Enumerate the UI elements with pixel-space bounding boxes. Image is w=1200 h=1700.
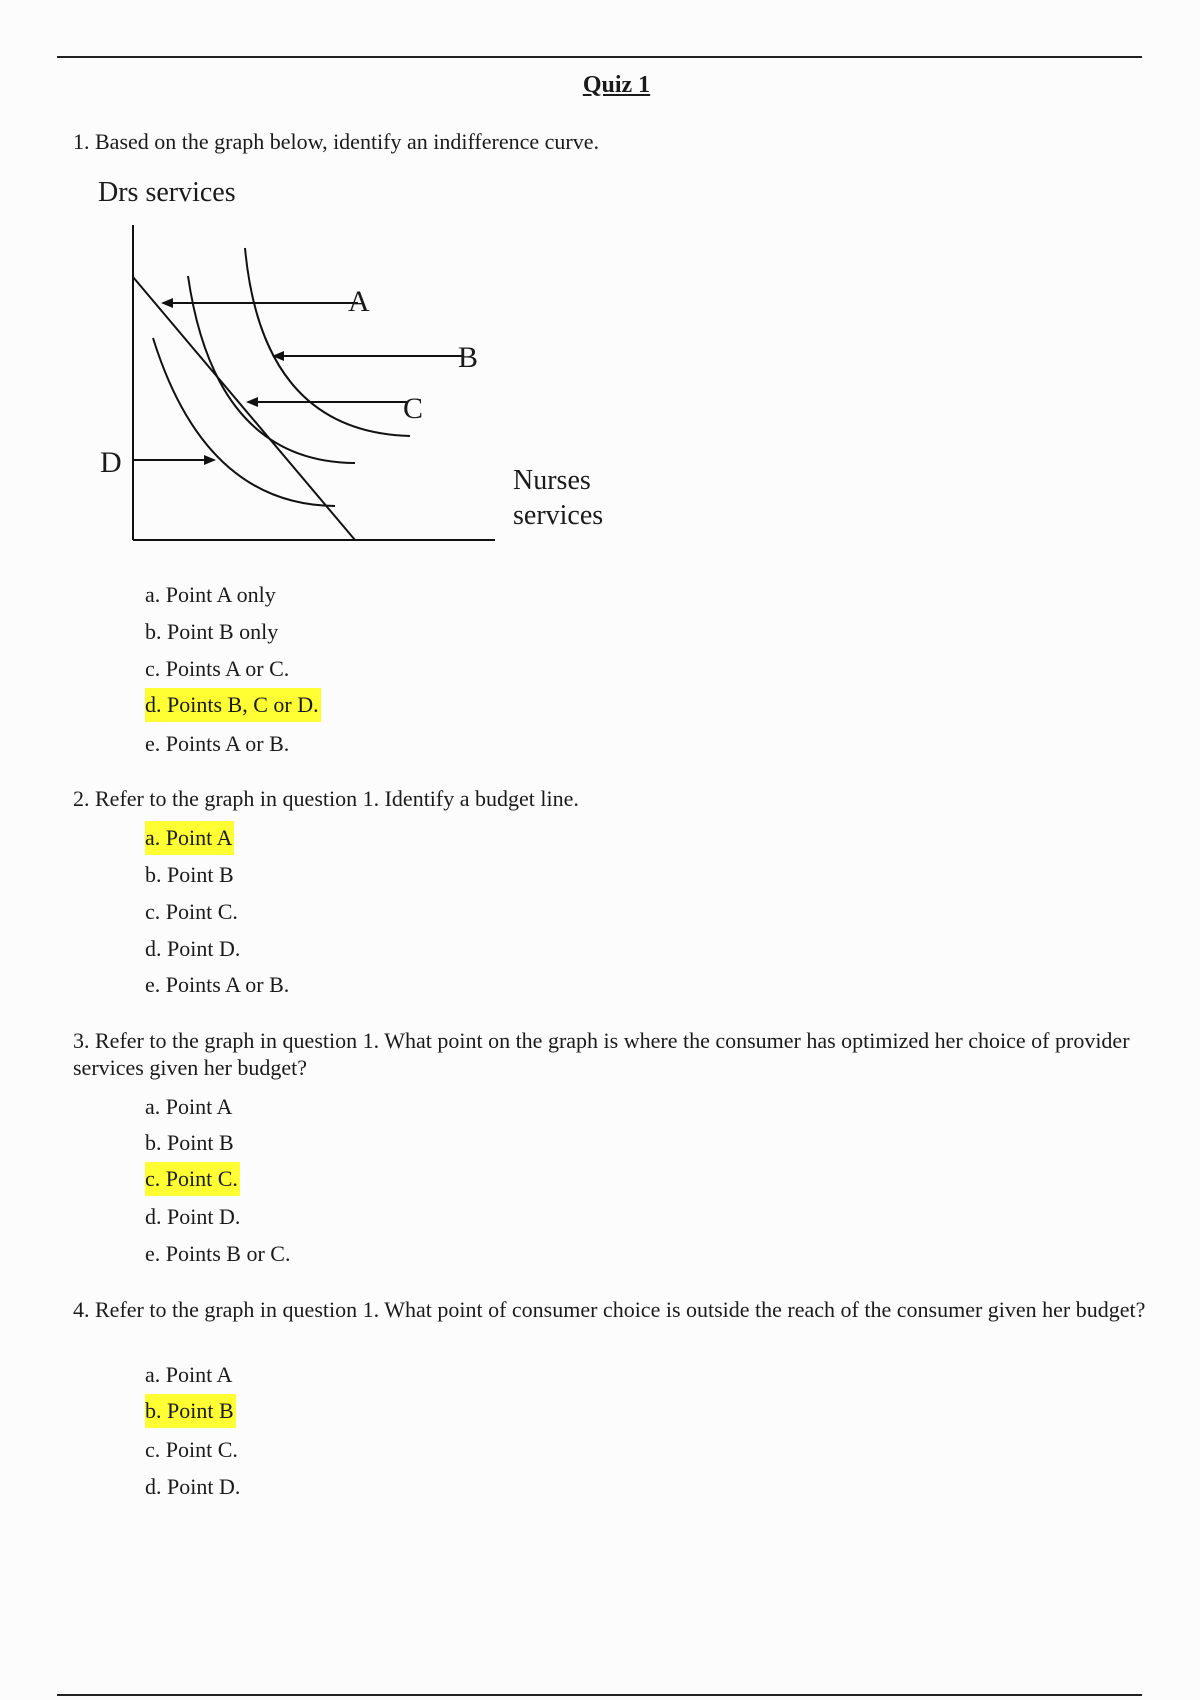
q2-option-c: c. Point C. [145, 899, 238, 924]
point-label-a: A [348, 285, 370, 318]
q3-option-d: d. Point D. [145, 1204, 241, 1229]
question-3: 3. Refer to the graph in question 1. What point on the graph is where the consumer has optimized her choice of provider services given her budget? [73, 1028, 1130, 1080]
indifference-curve-low [153, 338, 335, 506]
q1-option-b: b. Point B only [145, 619, 279, 644]
q1-option-c: c. Points A or C. [145, 656, 290, 681]
q1-option-a: a. Point A only [145, 582, 276, 607]
point-label-d: D [100, 446, 122, 479]
x-axis-label-line1: Nurses [513, 465, 591, 496]
point-label-b: B [458, 341, 479, 374]
q1-option-d: d. Points B, C or D. [145, 688, 321, 722]
q3-option-a: a. Point A [145, 1094, 233, 1119]
quiz-title: Quiz 1 [582, 72, 651, 98]
indifference-curve-graph [0, 0, 1200, 560]
question-1: 1. Based on the graph below, identify an indifference curve. [73, 129, 599, 154]
q4-option-a: a. Point A [145, 1362, 233, 1387]
q2-option-e: e. Points A or B. [145, 972, 290, 997]
question-2: 2. Refer to the graph in question 1. Identify a budget line. [73, 786, 579, 811]
q3-option-e: e. Points B or C. [145, 1241, 291, 1266]
x-axis-label-line2: services [513, 500, 604, 531]
indifference-curve-tangent [188, 276, 355, 463]
q2-option-b: b. Point B [145, 862, 234, 887]
bottom-rule [57, 1694, 1142, 1696]
q3-option-c: c. Point C. [145, 1162, 240, 1196]
point-label-c: C [403, 392, 424, 425]
indifference-curve-high [245, 248, 410, 436]
question-4: 4. Refer to the graph in question 1. What point of consumer choice is outside the reach of the consumer given her budget? [73, 1297, 1146, 1322]
q3-option-b: b. Point B [145, 1130, 234, 1155]
q2-option-d: d. Point D. [145, 936, 241, 961]
y-axis-label: Drs services [98, 177, 236, 208]
q4-option-d: d. Point D. [145, 1474, 241, 1499]
q4-option-b: b. Point B [145, 1394, 236, 1428]
q2-option-a: a. Point A [145, 821, 234, 855]
q1-option-e: e. Points A or B. [145, 731, 290, 756]
q4-option-c: c. Point C. [145, 1437, 238, 1462]
budget-line [133, 277, 355, 540]
